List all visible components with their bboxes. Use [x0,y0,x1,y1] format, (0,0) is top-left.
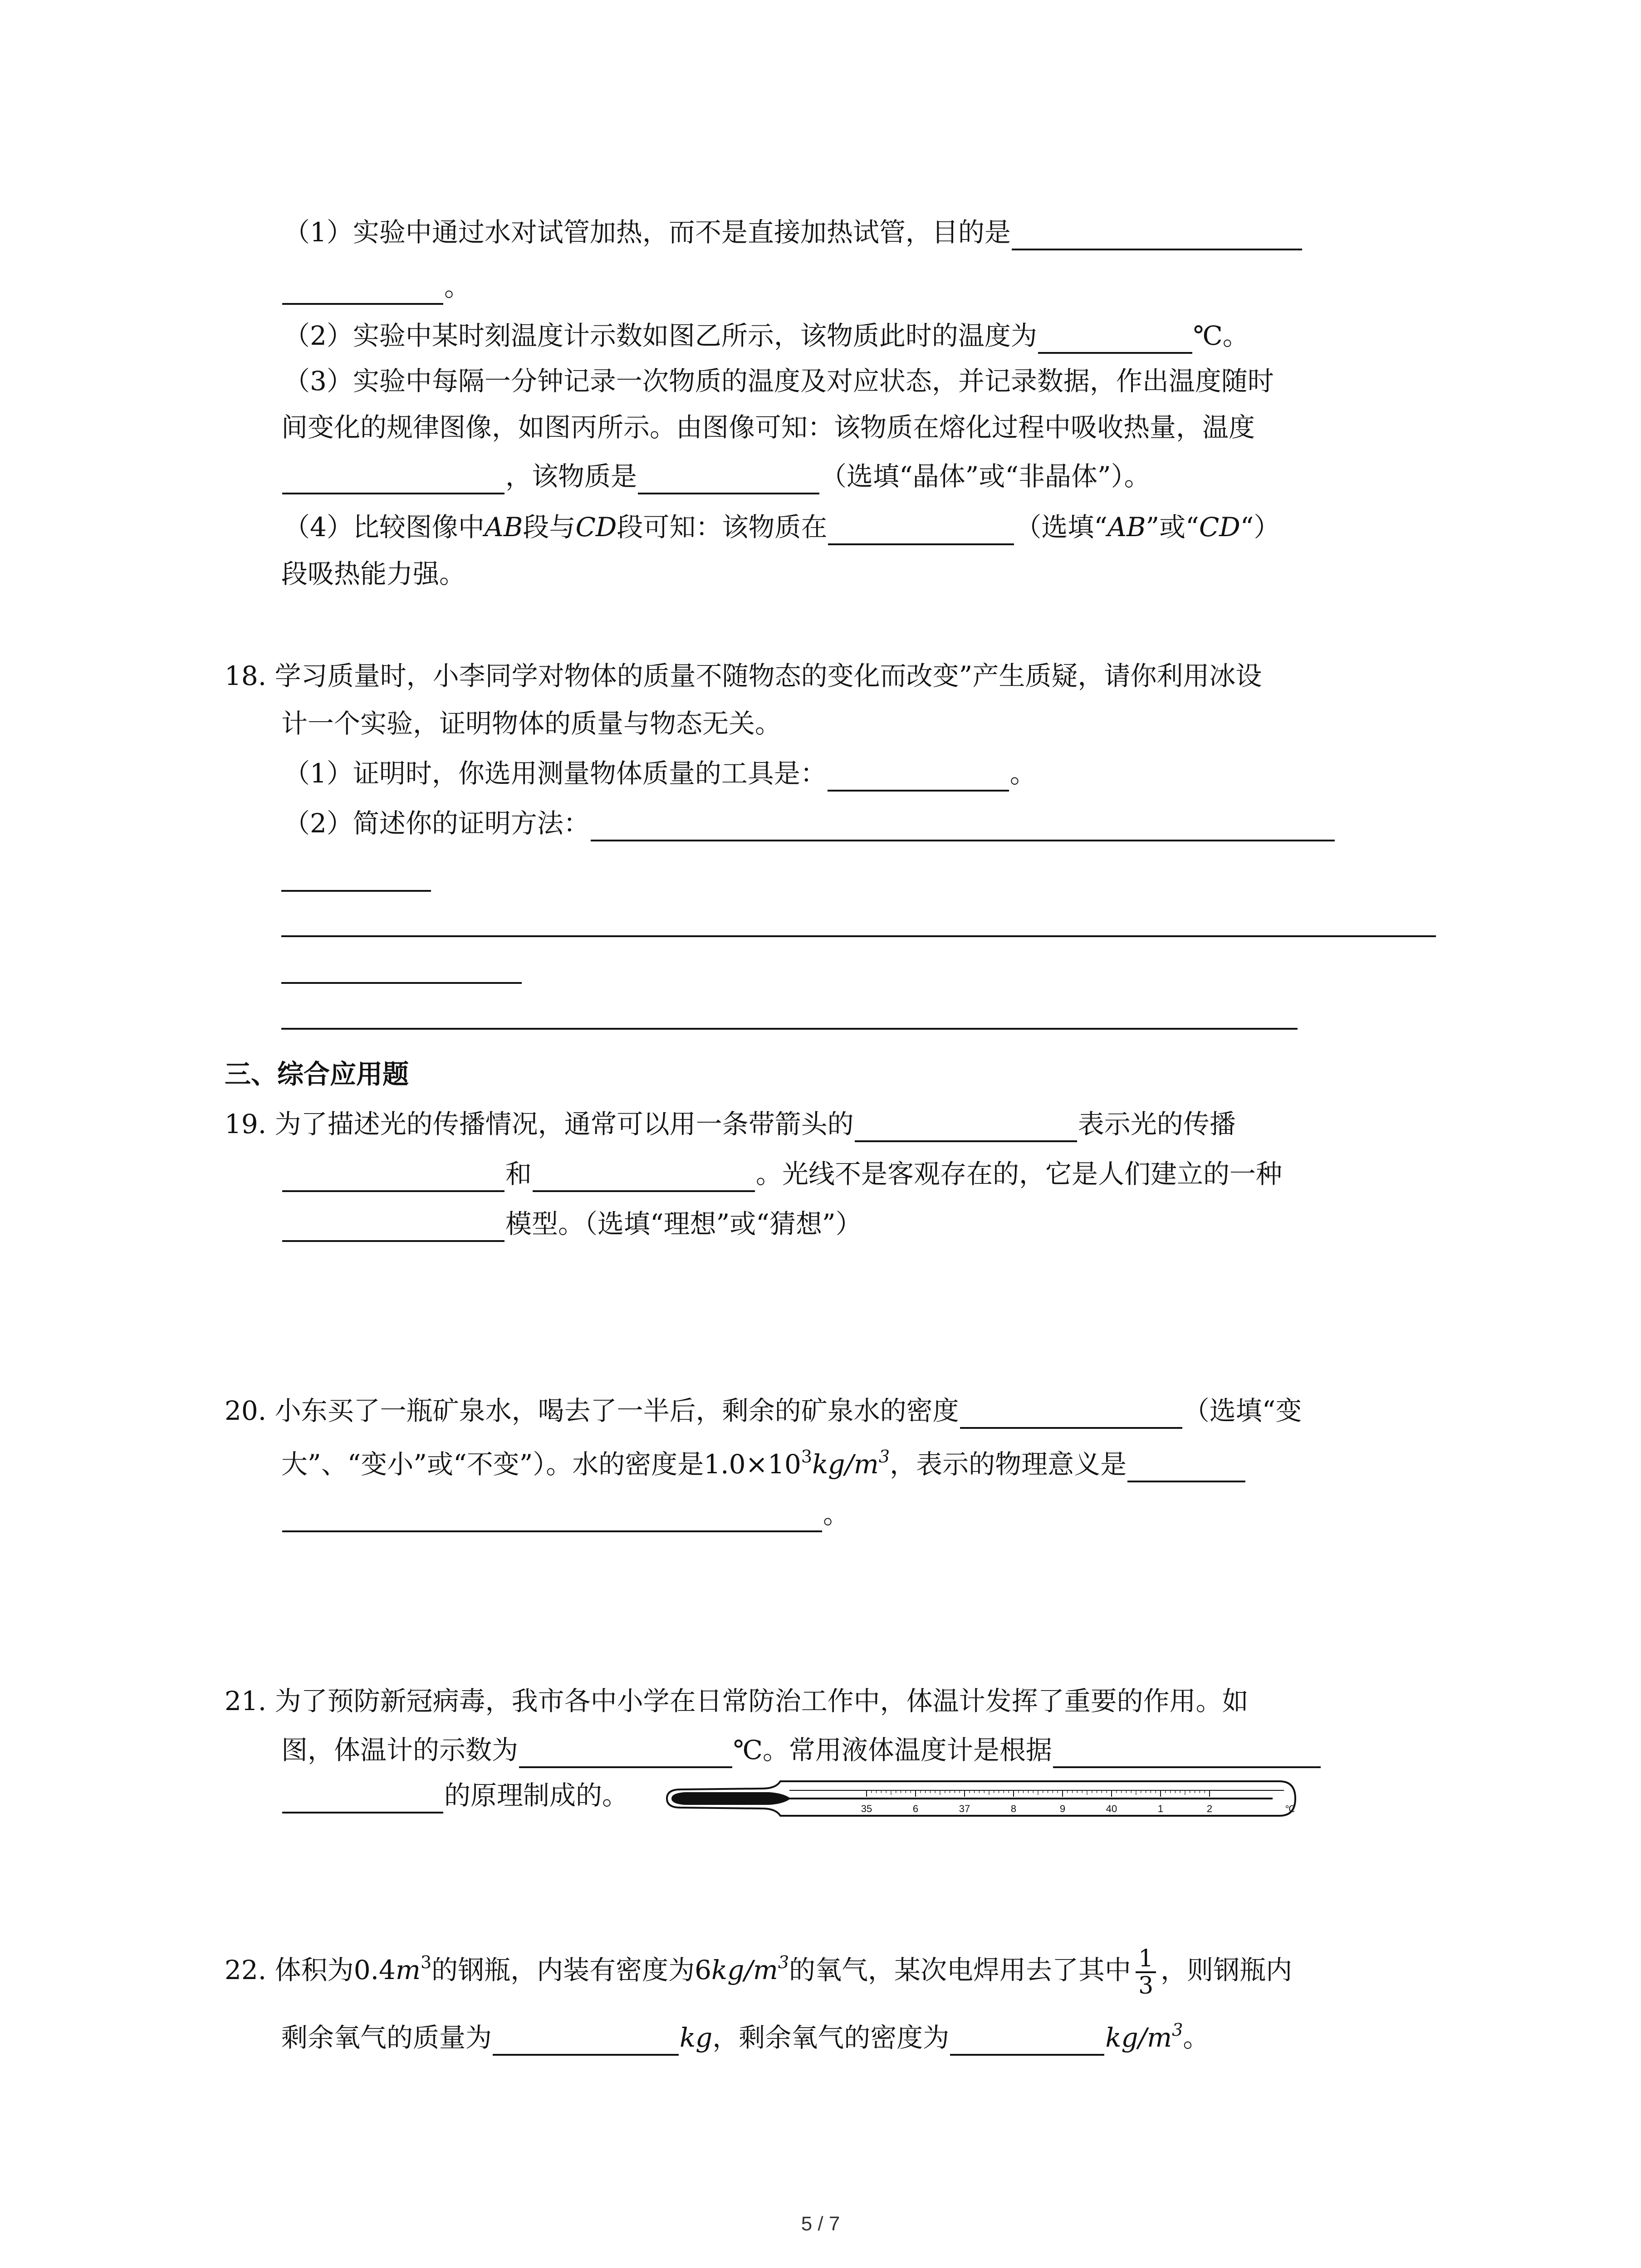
page-number: 5 / 7 [801,2213,840,2235]
answer-blank[interactable] [855,1110,1077,1142]
answer-blank[interactable] [493,2024,679,2056]
answer-blank[interactable] [282,1782,443,1813]
scale-label: 6 [912,1803,919,1814]
answer-line[interactable] [281,982,522,984]
q20-line2: 大”、“变小”或“不变”）。水的密度是$1.0\times 10^3kg/m^3$，表示的物理意义是 [281,1446,1246,1482]
section-title: 三、综合应用题 [225,1059,409,1090]
celsius-label: ℃ [1285,1804,1295,1814]
q17-part2: （2）实验中某时刻温度计示数如图乙所示，该物质此时的温度为 ℃。 [284,318,1249,354]
answer-blank[interactable] [828,760,1009,792]
answer-blank[interactable] [638,463,819,494]
answer-blank[interactable] [591,810,1335,841]
q21-line1: 21. 为了预防新冠病毒，我市各中小学在日常防治工作中，体温计发挥了重要的作用。如 [225,1686,1249,1716]
answer-line[interactable] [281,935,1436,937]
answer-blank[interactable] [950,2024,1104,2056]
answer-blank[interactable] [282,1160,505,1192]
q22-line2: 剩余氧气的质量为 kg，剩余氧气的密度为 $kg/m^3$。 [281,2019,1209,2056]
scale-label: 2 [1206,1803,1213,1814]
q21-line3: 的原理制成的。 [281,1777,628,1813]
q18-part2: （2）简述你的证明方法： [284,805,1336,841]
q17-part1-cont: 。 [281,269,470,305]
scale-label: 1 [1157,1803,1164,1814]
q20-line3: 。 [281,1496,849,1532]
answer-blank[interactable] [533,1160,755,1192]
q22-line1: 22. 体积为$0.4m^3$的钢瓶，内装有密度为$6kg/m^3$的氧气，某次电焊用去了其中 $\frac{1}{3}$ ，则钢瓶内 [225,1945,1293,1999]
q17-part4-line2: 段吸热能力强。 [281,558,466,589]
answer-blank[interactable] [1012,219,1302,250]
q17-part3-line1: （3）实验中每隔一分钟记录一次物质的温度及对应状态，并记录数据，作出温度随时 [284,366,1274,396]
q17-part3-line2: 间变化的规律图像，如图丙所示。由图像可知：该物质在熔化过程中吸收热量，温度 [281,412,1255,443]
q21-line2: 图，体温计的示数为 ℃。常用液体温度计是根据 [281,1732,1322,1768]
clinical-thermometer-figure [653,1771,1302,1826]
answer-blank[interactable] [282,463,505,494]
fraction-one-third: $\frac{1}{3}$ [1136,1946,1156,1999]
answer-blank[interactable] [282,273,443,305]
q17-part4: （4）比较图像中AB段与CD段可知：该物质在 （选填“AB”或“CD“） [284,509,1280,545]
answer-blank[interactable] [960,1397,1182,1429]
answer-blank[interactable] [1053,1736,1321,1768]
scale-label: 40 [1106,1803,1117,1814]
q18-part1: （1）证明时，你选用测量物体质量的工具是： 。 [284,755,1036,792]
answer-blank[interactable] [282,1501,822,1532]
answer-line[interactable] [281,1028,1298,1030]
q19-line2: 和 。光线不是客观存在的，它是人们建立的一种 [281,1156,1282,1192]
q19-line1: 19. 为了描述光的传播情况，通常可以用一条带箭头的 表示光的传播 [225,1106,1236,1142]
scale-label: 9 [1059,1803,1066,1814]
q17-part3-line3: ，该物质是 （选填“晶体”或“非晶体”）。 [281,458,1151,494]
answer-blank[interactable] [1038,322,1192,354]
q20-line1: 20. 小东买了一瓶矿泉水，喝去了一半后，剩余的矿泉水的密度 （选填“变 [225,1393,1302,1429]
answer-blank[interactable] [1127,1451,1245,1482]
answer-blank[interactable] [828,513,1014,545]
scale-label: 37 [959,1803,970,1814]
scale-label: 35 [861,1803,872,1814]
q18-stem-line2: 计一个实验，证明物体的质量与物态无关。 [281,708,782,739]
scale-label: 8 [1010,1803,1017,1814]
answer-line[interactable] [281,890,431,892]
q18-stem-line1: 18. 学习质量时，小李同学对物体的质量不随物态的变化而改变”产生质疑，请你利用冰设 [225,660,1262,691]
answer-blank[interactable] [282,1210,505,1242]
q17-part1: （1）实验中通过水对试管加热，而不是直接加热试管，目的是 [284,214,1303,250]
q19-line3: 模型。（选填“理想”或“猜想”） [281,1206,862,1242]
answer-blank[interactable] [519,1736,732,1768]
